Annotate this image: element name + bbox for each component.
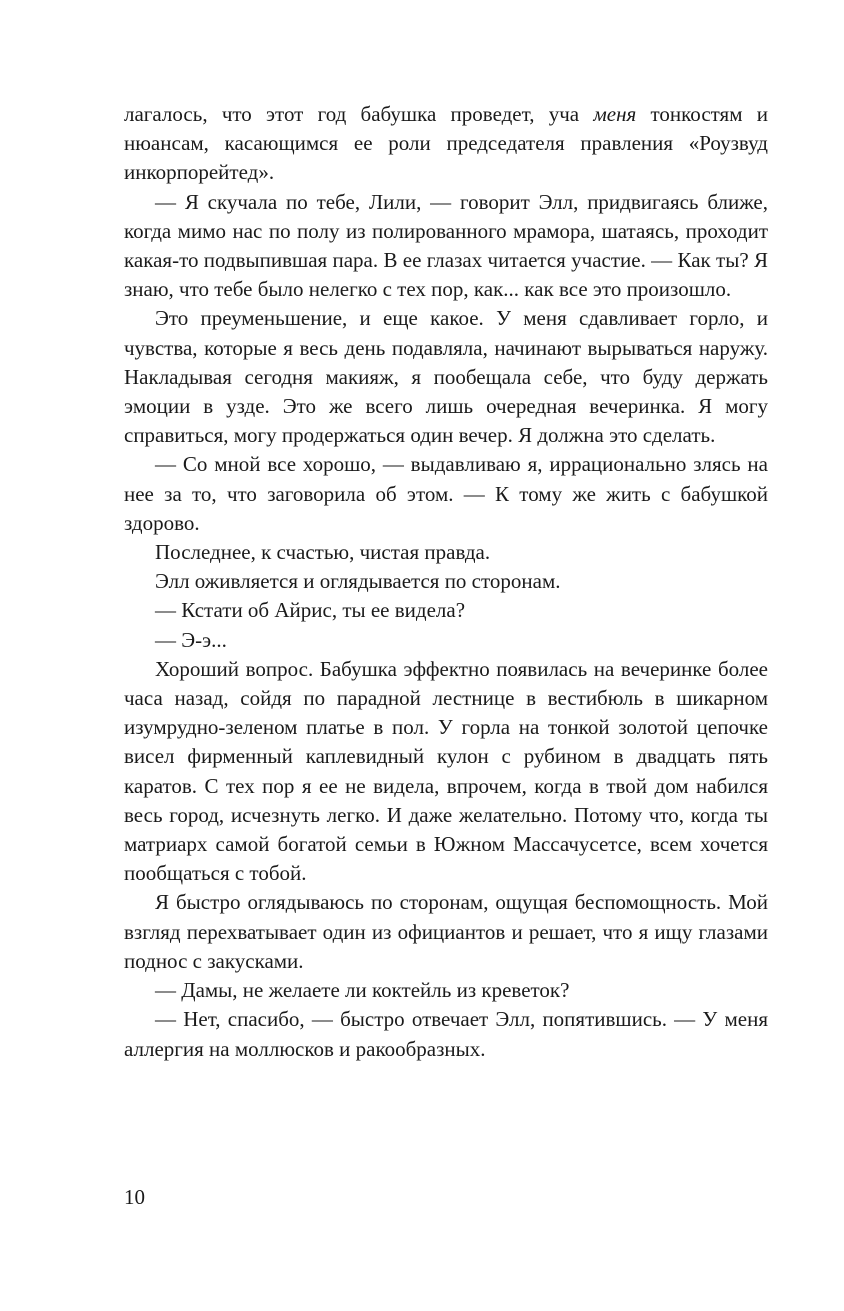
paragraph: — Дамы, не желаете ли коктейль из креветок? <box>155 978 570 1003</box>
paragraph: Элл оживляется и оглядывается по сторонам. <box>155 569 561 594</box>
emphasized-word: меня <box>593 102 637 126</box>
paragraph: Это преуменьшение, и еще какое. У меня сдавливает горло, и чувства, которые я весь день подавляла, начинают вырываться наружу. Накладывая сегодня макияж, я пообещала себе, что буду держать эмоции в узде. Это же всего лишь очередная вечеринка. Я могу справиться, могу продержаться один вечер. Я должна это сделать. <box>124 306 768 448</box>
paragraph: Последнее, к счастью, чистая правда. <box>155 540 491 565</box>
paragraph-continuation <box>124 100 768 188</box>
paragraph: Хороший вопрос. Бабушка эффектно появилась на вечеринке более часа назад, сойдя по парадной лестнице в вестибюль в шикарном изумрудно-зеленом платье в пол. У горла на тонкой золотой цепочке висел фирменный каплевидный кулон с рубином в двадцать пять каратов. С тех пор я ее не видела, впрочем, когда в твой дом набился весь город, исчезнуть легко. И даже желательно. Потому что, когда ты матриарх самой богатой семьи в Южном Массачусетсе, всем хочется пообщаться с тобой. <box>124 656 768 886</box>
page-number: 10 <box>124 1185 145 1209</box>
text-run: тонкостям и нюансам, касающимся ее роли председателя правления «Роузвуд инкорпорейтед». <box>124 102 768 185</box>
paragraph: — Э-э... <box>155 627 227 652</box>
paragraph: Я быстро оглядываюсь по сторонам, ощущая беспомощность. Мой взгляд перехватывает один из официантов и решает, что я ищу глазами поднос с закусками. <box>124 890 768 973</box>
book-text <box>124 100 768 1064</box>
paragraph: — Я скучала по тебе, Лили, — говорит Элл, придвигаясь ближе, когда мимо нас по полу из полированного мрамора, шатаясь, проходит какая-то подвыпившая пара. В ее глазах читается участие. — Как ты? Я знаю, что тебе было нелегко с тех пор, как... как все это произошло. <box>124 189 768 302</box>
paragraph: — Нет, спасибо, — быстро отвечает Элл, попятившись. — У меня аллергия на моллюсков и ракообразных. <box>124 1007 768 1061</box>
paragraph: — Кстати об Айрис, ты ее видела? <box>155 598 466 623</box>
text-run: лагалось, что этот год бабушка проведет, уча <box>124 102 594 126</box>
paragraph: — Со мной все хорошо, — выдавливаю я, иррационально злясь на нее за то, что заговорила об этом. — К тому же жить с бабушкой здорово. <box>124 452 768 535</box>
